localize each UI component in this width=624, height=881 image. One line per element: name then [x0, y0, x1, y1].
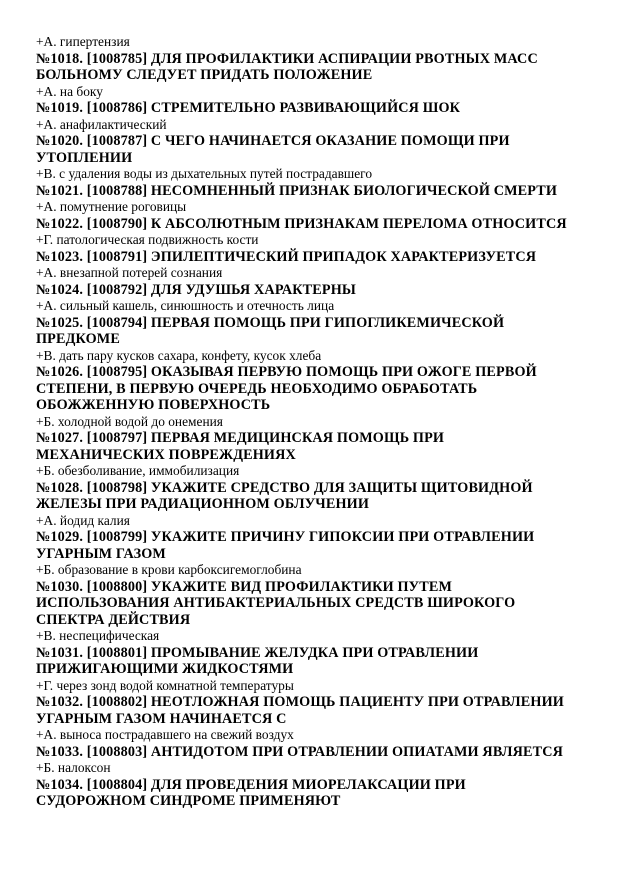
question-heading	[36, 216, 590, 233]
answer-line: +А. йодид калия	[36, 512, 130, 528]
question-heading	[36, 744, 590, 761]
document-page	[36, 34, 590, 810]
question-heading	[36, 183, 590, 200]
question-line: №1021. [1008788] НЕСОМНЕННЫЙ ПРИЗНАК БИОЛОГИЧЕСКОЙ СМЕРТИ	[36, 182, 558, 199]
question-heading	[36, 480, 590, 513]
question-line: №1028. [1008798] УКАЖИТЕ СРЕДСТВО ДЛЯ ЗАЩИТЫ ЩИТОВИДНОЙ	[36, 479, 533, 496]
question-line: УГАРНЫМ ГАЗОМ	[36, 545, 166, 562]
question-heading	[36, 694, 590, 727]
question-line: БОЛЬНОМУ СЛЕДУЕТ ПРИДАТЬ ПОЛОЖЕНИЕ	[36, 67, 373, 83]
question-line: №1031. [1008801] ПРОМЫВАНИЕ ЖЕЛУДКА ПРИ ОТРАВЛЕНИИ	[36, 644, 479, 661]
question-line: УГАРНЫМ ГАЗОМ НАЧИНАЕТСЯ С	[36, 710, 287, 727]
answer-line: +Г. патологическая подвижность кости	[36, 232, 259, 247]
answer-line: +Б. холодной водой до онемения	[36, 413, 223, 429]
question-line: №1026. [1008795] ОКАЗЫВАЯ ПЕРВУЮ ПОМОЩЬ ПРИ ОЖОГЕ ПЕРВОЙ	[36, 364, 537, 380]
question-line: №1023. [1008791] ЭПИЛЕПТИЧЕСКИЙ ПРИПАДОК ХАРАКТЕРИЗУЕТСЯ	[36, 248, 537, 265]
question-line: №1020. [1008787] С ЧЕГО НАЧИНАЕТСЯ ОКАЗАНИЕ ПОМОЩИ ПРИ	[36, 133, 510, 149]
question-heading	[36, 315, 590, 348]
question-heading	[36, 282, 590, 299]
question-heading	[36, 249, 590, 266]
answer-line: +А. анафилактический	[36, 116, 167, 132]
question-line: №1032. [1008802] НЕОТЛОЖНАЯ ПОМОЩЬ ПАЦИЕНТУ ПРИ ОТРАВЛЕНИИ	[36, 694, 564, 710]
question-line: ЖЕЛЕЗЫ ПРИ РАДИАЦИОННОМ ОБЛУЧЕНИИ	[36, 496, 370, 512]
question-line: УТОПЛЕНИИ	[36, 149, 133, 166]
question-line: №1034. [1008804] ДЛЯ ПРОВЕДЕНИЯ МИОРЕЛАКСАЦИИ ПРИ	[36, 776, 466, 793]
question-heading	[36, 579, 590, 629]
answer-line: +Б. обезболивание, иммобилизация	[36, 463, 240, 478]
question-line: №1029. [1008799] УКАЖИТЕ ПРИЧИНУ ГИПОКСИИ ПРИ ОТРАВЛЕНИИ	[36, 529, 535, 545]
question-line: №1022. [1008790] К АБСОЛЮТНЫМ ПРИЗНАКАМ ПЕРЕЛОМА ОТНОСИТСЯ	[36, 215, 567, 232]
answer-line: +В. с удаления воды из дыхательных путей пострадавшего	[36, 166, 373, 181]
answer-line: +А. гипертензия	[36, 34, 130, 49]
answer-line: +Б. образование в крови карбоксигемоглобина	[36, 562, 302, 577]
answer-line: +Б. налоксон	[36, 760, 111, 775]
answer-line: +Г. через зонд водой комнатной температуры	[36, 677, 294, 693]
question-line: СПЕКТРА ДЕЙСТВИЯ	[36, 611, 191, 628]
question-heading	[36, 645, 590, 678]
answer-line: +А. выноса пострадавшего на свежий воздух	[36, 727, 294, 742]
question-line: №1025. [1008794] ПЕРВАЯ ПОМОЩЬ ПРИ ГИПОГЛИКЕМИЧЕСКОЙ	[36, 314, 505, 331]
question-line: ПРЕДКОМЕ	[36, 331, 120, 347]
question-line: №1019. [1008786] СТРЕМИТЕЛЬНО РАЗВИВАЮЩИЙСЯ ШОК	[36, 100, 461, 116]
question-heading	[36, 100, 590, 117]
answer-line: +А. на боку	[36, 83, 103, 99]
answer-line: +А. помутнение роговицы	[36, 199, 187, 214]
question-line: СУДОРОЖНОМ СИНДРОМЕ ПРИМЕНЯЮТ	[36, 793, 341, 809]
question-heading	[36, 51, 590, 84]
question-line: №1018. [1008785] ДЛЯ ПРОФИЛАКТИКИ АСПИРАЦИИ РВОТНЫХ МАСС	[36, 50, 538, 67]
question-line: ПРИЖИГАЮЩИМИ ЖИДКОСТЯМИ	[36, 661, 294, 677]
question-heading	[36, 364, 590, 414]
answer-line: +А. внезапной потерей сознания	[36, 265, 223, 280]
question-line: МЕХАНИЧЕСКИХ ПОВРЕЖДЕНИЯХ	[36, 446, 296, 463]
question-line: №1024. [1008792] ДЛЯ УДУШЬЯ ХАРАКТЕРНЫ	[36, 281, 356, 298]
answer-line: +А. сильный кашель, синюшность и отечность лица	[36, 298, 335, 313]
answer-line: +В. неспецифическая	[36, 628, 160, 643]
question-line: №1027. [1008797] ПЕРВАЯ МЕДИЦИНСКАЯ ПОМОЩЬ ПРИ	[36, 430, 445, 446]
question-heading	[36, 529, 590, 562]
question-line: №1030. [1008800] УКАЖИТЕ ВИД ПРОФИЛАКТИКИ ПУТЕМ	[36, 578, 453, 595]
question-heading	[36, 430, 590, 463]
question-heading	[36, 777, 590, 810]
question-list	[36, 51, 590, 810]
question-heading	[36, 133, 590, 166]
question-line: СТЕПЕНИ, В ПЕРВУЮ ОЧЕРЕДЬ НЕОБХОДИМО ОБРАБОТАТЬ	[36, 380, 478, 397]
question-line: ИСПОЛЬЗОВАНИЯ АНТИБАКТЕРИАЛЬНЫХ СРЕДСТВ ШИРОКОГО	[36, 595, 516, 611]
answer-line: +В. дать пару кусков сахара, конфету, кусок хлеба	[36, 347, 322, 363]
question-line: ОБОЖЖЕННУЮ ПОВЕРХНОСТЬ	[36, 397, 271, 413]
question-line: №1033. [1008803] АНТИДОТОМ ПРИ ОТРАВЛЕНИИ ОПИАТАМИ ЯВЛЯЕТСЯ	[36, 743, 564, 760]
